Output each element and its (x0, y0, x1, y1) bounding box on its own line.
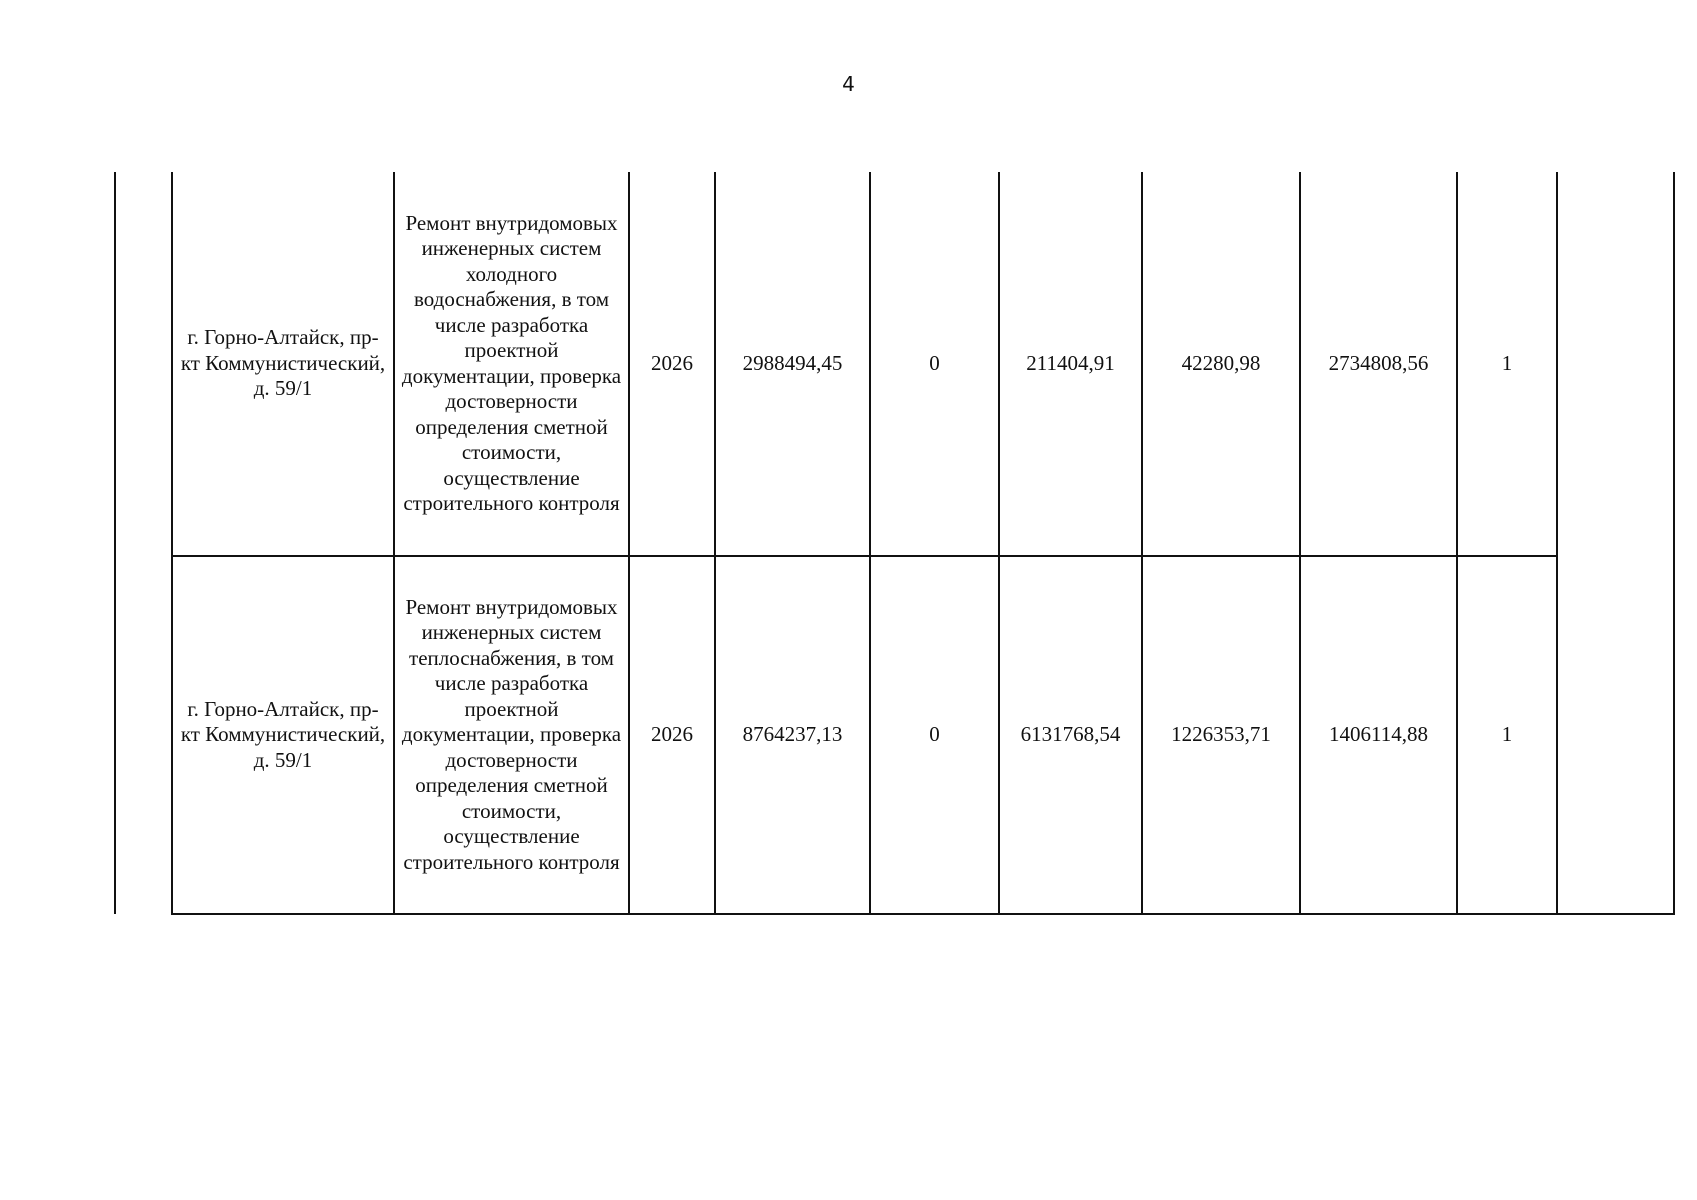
address-cell: г. Горно-Алтайск, пр-кт Коммунистический, д. 59/1 (172, 172, 394, 556)
value-cell-1: 0 (870, 556, 999, 914)
table-row (115, 172, 1674, 556)
year-cell: 2026 (629, 556, 715, 914)
table-row (115, 556, 1674, 914)
value-cell-1: 0 (870, 172, 999, 556)
work-description-cell: Ремонт внутридомовых инженерных систем холодного водоснабжения, в том числе разработка проектной документации, проверка достоверности определения сметной стоимости, осуществление строительного контроля (394, 172, 629, 556)
data-table (114, 172, 1675, 915)
total-cost-cell: 2988494,45 (715, 172, 870, 556)
value-cell-2: 6131768,54 (999, 556, 1142, 914)
total-cost-cell: 8764237,13 (715, 556, 870, 914)
value-cell-5: 1 (1457, 556, 1557, 914)
number-cell (115, 172, 172, 914)
page-number: 4 (842, 72, 855, 96)
address-cell: г. Горно-Алтайск, пр-кт Коммунистический, д. 59/1 (172, 556, 394, 914)
value-cell-5: 1 (1457, 172, 1557, 556)
value-cell-3: 1226353,71 (1142, 556, 1300, 914)
value-cell-2: 211404,91 (999, 172, 1142, 556)
year-cell: 2026 (629, 172, 715, 556)
last-cell (1557, 172, 1674, 914)
value-cell-3: 42280,98 (1142, 172, 1300, 556)
work-description-cell: Ремонт внутридомовых инженерных систем теплоснабжения, в том числе разработка проектной документации, проверка достоверности определения сметной стоимости, осуществление строительного контроля (394, 556, 629, 914)
value-cell-4: 1406114,88 (1300, 556, 1457, 914)
value-cell-4: 2734808,56 (1300, 172, 1457, 556)
